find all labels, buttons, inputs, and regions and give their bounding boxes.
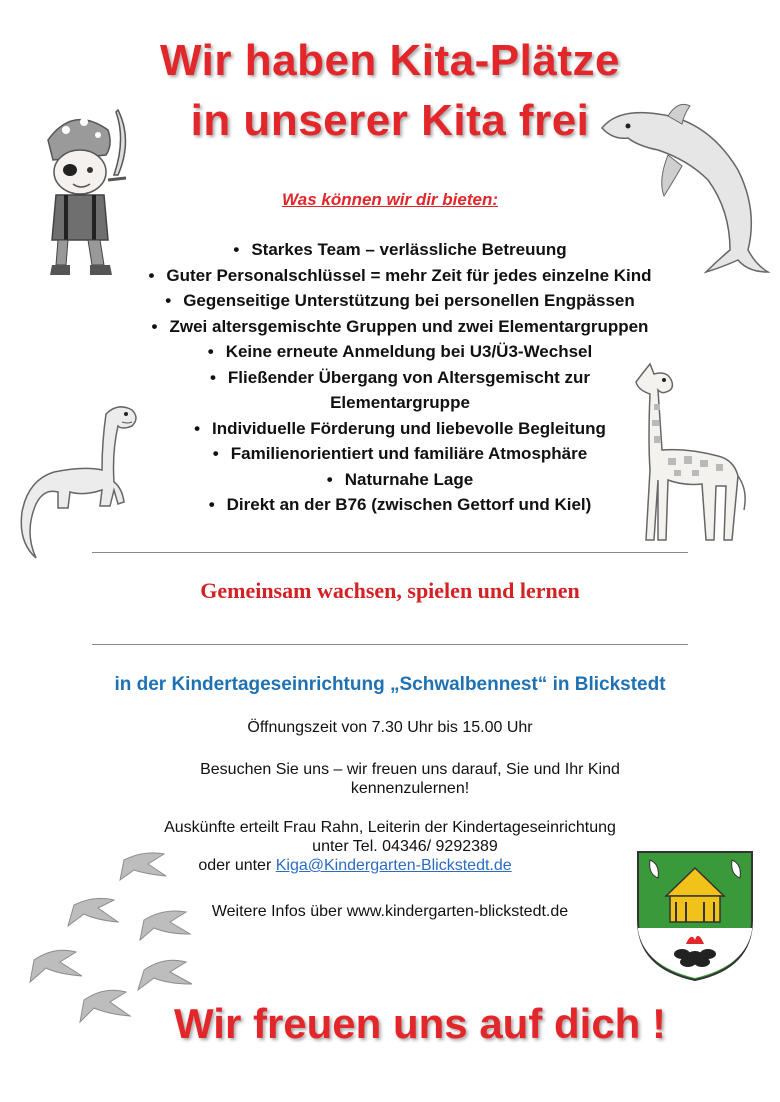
offer-item: • Direkt an der B76 (zwischen Gettorf und Kiel) — [120, 492, 680, 518]
website-info: Weitere Infos über www.kindergarten-blickstedt.de — [211, 903, 569, 920]
offer-item: • Keine erneute Anmeldung bei U3/Ü3-Wechsel — [120, 339, 680, 365]
facility-name: in der Kindertageseinrichtung „Schwalbennest“ in Blickstedt — [114, 674, 666, 695]
offer-list — [120, 237, 680, 518]
offer-item: • Starkes Team – verlässliche Betreuung — [120, 237, 680, 263]
offer-item: • Zwei altersgemischte Gruppen und zwei Elementargruppen — [120, 314, 680, 340]
offer-item: • Gegenseitige Unterstützung bei personellen Engpässen — [120, 288, 680, 314]
headline-line-2: in unserer Kita frei — [190, 96, 590, 145]
offer-item: • Guter Personalschlüssel = mehr Zeit für jedes einzelne Kind — [70, 263, 730, 289]
giraffe-illustration — [628, 360, 754, 550]
coat-of-arms-icon — [636, 850, 754, 982]
contact-email-prefix: oder unter — [198, 857, 276, 874]
divider — [92, 644, 688, 645]
closing-headline: Wir freuen uns auf dich ! — [174, 1000, 666, 1047]
email-link[interactable]: Kiga@Kindergarten-Blickstedt.de — [275, 857, 512, 874]
offer-item: • Individuelle Förderung und liebevolle Begleitung — [120, 416, 680, 442]
dinosaur-illustration — [14, 392, 144, 564]
visit-invitation: Besuchen Sie uns – wir freuen uns darauf, Sie und Ihr Kind kennenzulernen! — [200, 761, 620, 797]
offer-heading: Was können wir dir bieten: — [282, 190, 498, 209]
headline-line-1: Wir haben Kita-Plätze — [160, 36, 620, 85]
contact-line-2: unter Tel. 04346/ 9292389 — [312, 838, 498, 855]
offer-item: • Familienorientiert und familiäre Atmosphäre — [120, 441, 680, 467]
divider — [92, 552, 688, 553]
offer-item: • Naturnahe Lage — [120, 467, 680, 493]
contact-line-1: Auskünfte erteilt Frau Rahn, Leiterin der Kindertageseinrichtung — [164, 819, 616, 836]
offer-item: • Fließender Übergang von Altersgemischt zur Elementargruppe — [190, 365, 610, 416]
slogan: Gemeinsam wachsen, spielen und lernen — [200, 578, 580, 603]
opening-hours: Öffnungszeit von 7.30 Uhr bis 15.00 Uhr — [247, 719, 533, 736]
